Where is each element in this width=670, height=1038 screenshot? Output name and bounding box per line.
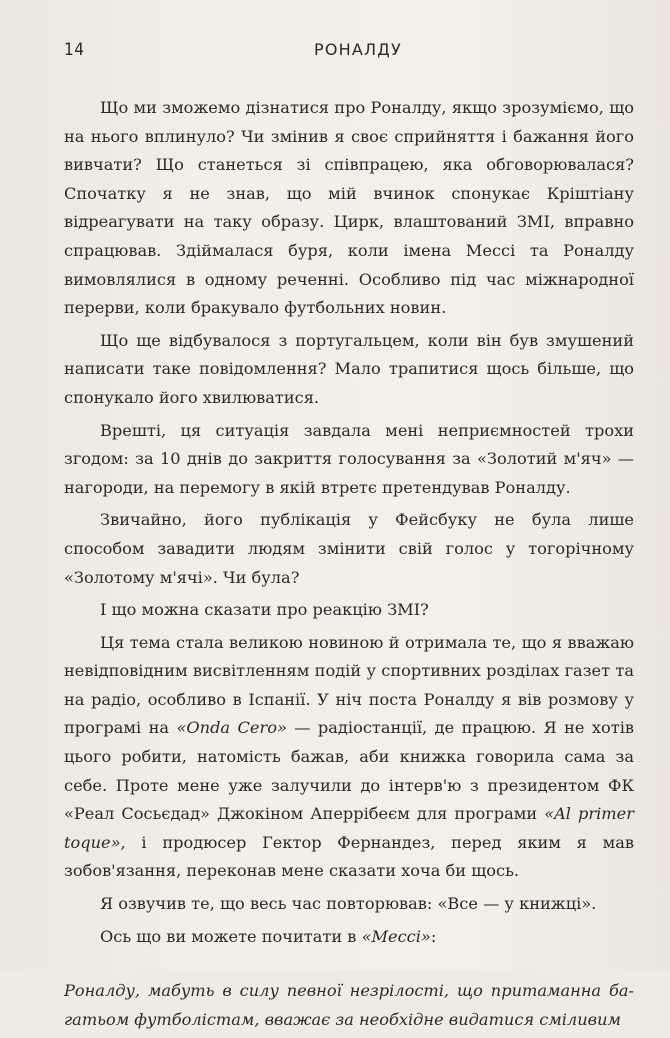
radio-station-name: «Onda Cero» <box>176 718 287 738</box>
paragraph <box>64 923 634 952</box>
paragraph: Що ще відбувалося з португальцем, коли він був змушений написати таке повідомлення? Мало трапитися щось більше, що спонукало його хвилюватися. <box>64 330 634 407</box>
running-head <box>64 40 630 64</box>
paragraph-text: : <box>430 926 437 946</box>
program-name: «Al primer toque» <box>64 804 634 852</box>
running-title: РОНАЛДУ <box>314 40 402 59</box>
paragraph: Врешті, ця ситуація завдала мені неприємностей трохи згодом: за 10 днів до закриття голосування за «Золотий м'яч» — нагороди, на перемогу в якій втретє претендував Роналду. <box>64 420 634 497</box>
paragraph-text: — радіостанції, де працюю. Я не хотів цього робити, натомість бажав, аби книжка говорила сама за себе. Проте мене уже залучили до інтерв'ю з президентом ФК «Реал Сосьєдад» Джокіном Аперрібеєм для програми <box>64 718 634 824</box>
paragraph: Що ми зможемо дізнатися про Роналду, якщо зрозуміємо, що на нього вплинуло? Чи змінив я своє сприйняття і бажання його вивчати? Що станеться зі співпрацею, яка обговорювалася? Спочатку я не знав, що мій вчинок спонукає Кріштіану відреагувати на таку образу. Цирк, влаштований ЗМІ, вправно спрацював. Здіймалася буря, коли імена Мессі та Роналду вимовлялися в одному реченні. Особливо під час міжнародної перерви, коли бракувало футбольних новин. <box>64 98 634 318</box>
paragraph: Звичайно, його публікація у Фейсбуку не була лише способом завадити людям змінити свій голос у тогорічному «Золотому м'ячі». Чи була? <box>64 510 634 587</box>
page-number: 14 <box>64 40 85 60</box>
paragraph: І що можна сказати про реакцію ЗМІ? <box>100 600 429 620</box>
block-quote: Роналду, мабуть в силу певної незрілості, що притаманна багатьом футболістам, вважає за необхідне видатися сміливим <box>64 981 634 1029</box>
paragraph-text: Ось що ви можете почитати в <box>100 926 362 946</box>
paragraph: Я озвучив те, що весь час повторював: «Все — у книжці». <box>100 894 597 914</box>
body-text <box>64 94 634 1038</box>
paragraph <box>64 629 634 886</box>
book-title: «Мессі» <box>361 926 431 946</box>
paragraph-text: , і продюсер Гектор Фернандез, перед яким я мав зобов'язання, переконав мене сказати хоча би щось. <box>64 832 634 881</box>
paragraph-text: Ця тема стала великою новиною й отримала те, що я вважаю невідповідним висвітленням подій у спортивних розділах газет та на радіо, особливо в Іспанії. У ніч поста Роналду я вів розмову у програмі на <box>64 632 634 738</box>
